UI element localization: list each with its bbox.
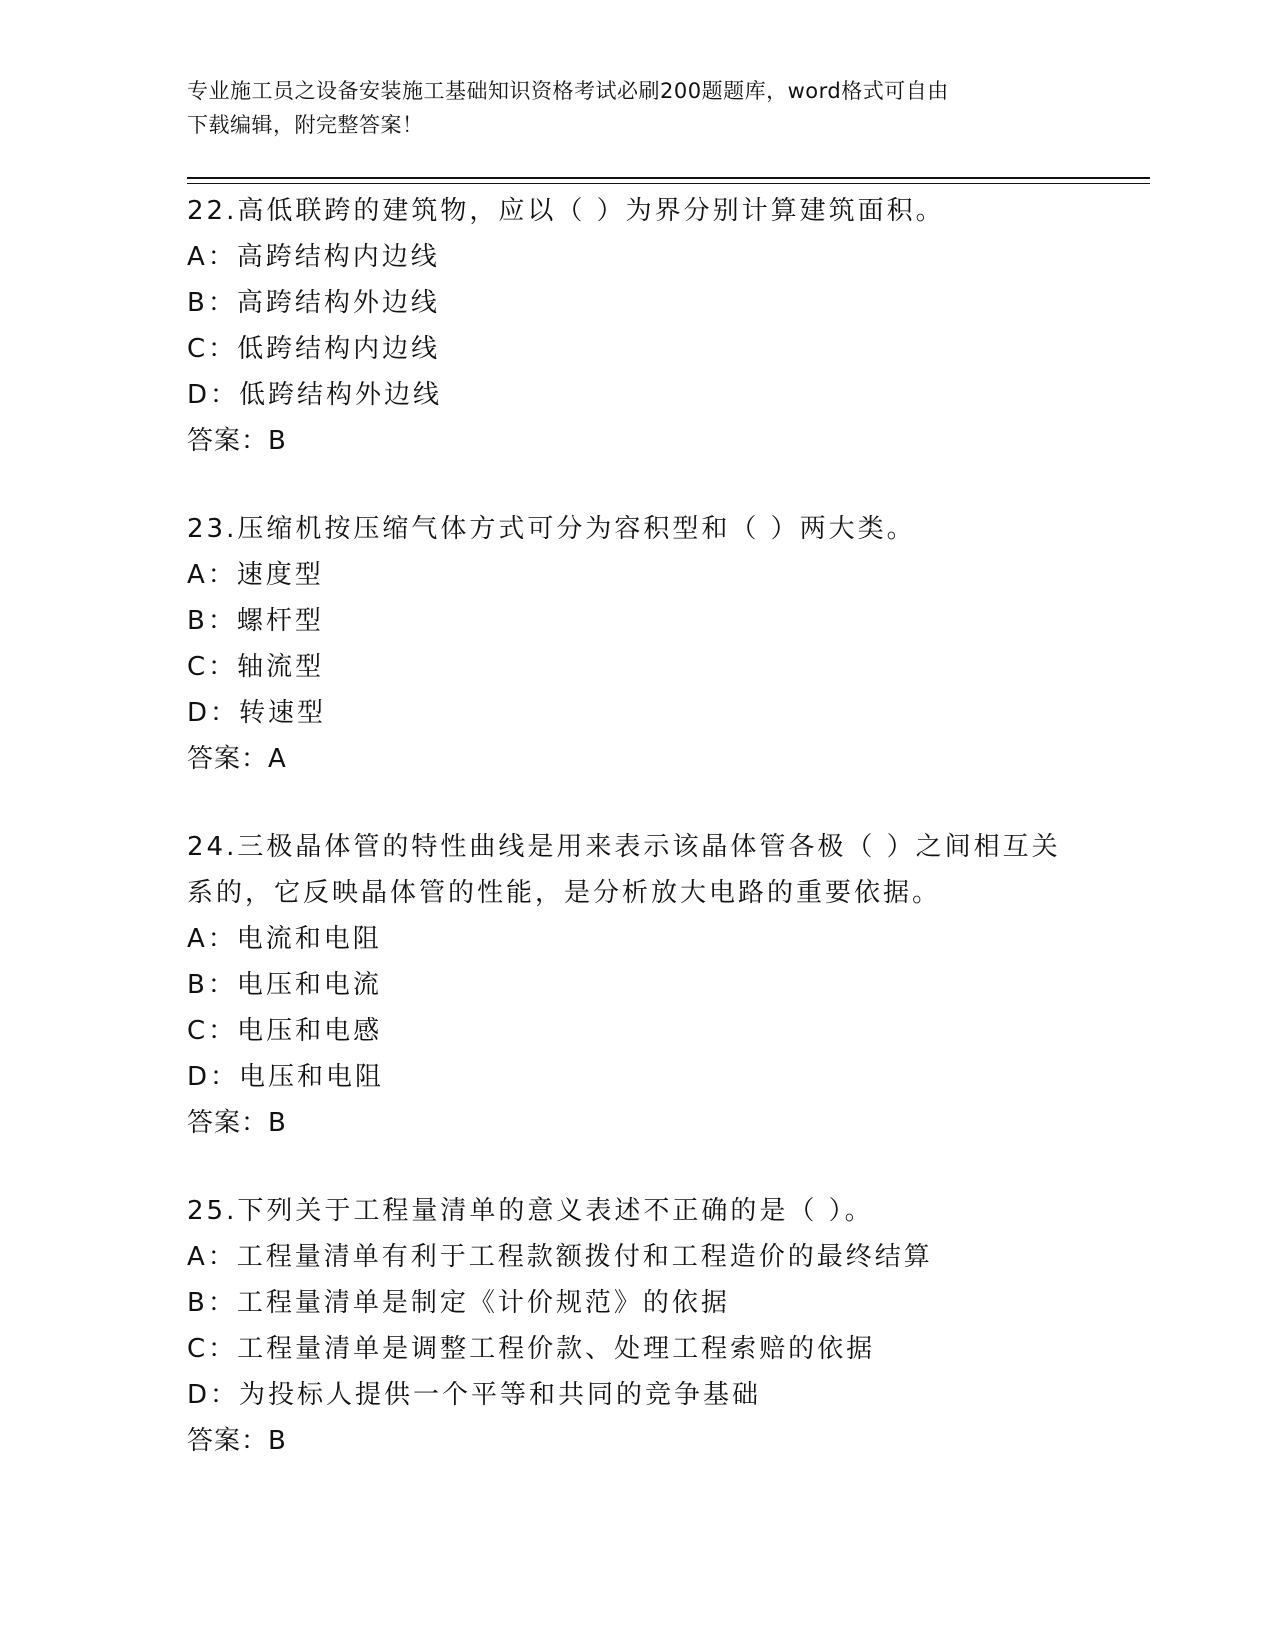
question-list bbox=[187, 188, 1087, 1506]
header-line-1: 专业施工员之设备安装施工基础知识资格考试必刷200题题库，word格式可自由 bbox=[187, 79, 949, 103]
question-stem: 22.高低联跨的建筑物，应以（ ）为界分别计算建筑面积。 bbox=[187, 196, 945, 226]
answer-line: 答案：A bbox=[187, 744, 287, 774]
answer-line: 答案：B bbox=[187, 426, 287, 456]
question-stem-line-1: 24.三极晶体管的特性曲线是用来表示该晶体管各极（ ）之间相互关 bbox=[187, 832, 1061, 862]
option-c: C：工程量清单是调整工程价款、处理工程索赔的依据 bbox=[187, 1334, 876, 1364]
option-b: B：电压和电流 bbox=[187, 970, 382, 1000]
question-stem: 25.下列关于工程量清单的意义表述不正确的是（ ）。 bbox=[187, 1196, 874, 1226]
header-divider-thick bbox=[187, 177, 1150, 179]
option-d: D：为投标人提供一个平等和共同的竞争基础 bbox=[187, 1380, 762, 1410]
option-d: D：低跨结构外边线 bbox=[187, 380, 443, 410]
option-b: B：工程量清单是制定《计价规范》的依据 bbox=[187, 1288, 730, 1318]
option-b: B：螺杆型 bbox=[187, 606, 324, 636]
option-b: B：高跨结构外边线 bbox=[187, 288, 440, 318]
answer-line: 答案：B bbox=[187, 1108, 287, 1138]
option-d: D：电压和电阻 bbox=[187, 1062, 385, 1092]
question-stem-line-2: 系的，它反映晶体管的性能，是分析放大电路的重要依据。 bbox=[187, 878, 942, 908]
option-a: A：电流和电阻 bbox=[187, 924, 382, 954]
question-stem: 23.压缩机按压缩气体方式可分为容积型和（ ）两大类。 bbox=[187, 514, 916, 544]
question-24 bbox=[187, 824, 1087, 1146]
option-a: A：高跨结构内边线 bbox=[187, 242, 440, 272]
question-25 bbox=[187, 1188, 1087, 1464]
question-22 bbox=[187, 188, 1087, 464]
question-23 bbox=[187, 506, 1087, 782]
header-divider-thin bbox=[187, 183, 1150, 184]
option-a: A：工程量清单有利于工程款额拨付和工程造价的最终结算 bbox=[187, 1242, 933, 1272]
header-line-2: 下载编辑，附完整答案！ bbox=[187, 113, 424, 137]
option-d: D：转速型 bbox=[187, 698, 327, 728]
document-header bbox=[187, 74, 1067, 142]
option-a: A：速度型 bbox=[187, 560, 324, 590]
option-c: C：轴流型 bbox=[187, 652, 325, 682]
option-c: C：电压和电感 bbox=[187, 1016, 383, 1046]
answer-line: 答案：B bbox=[187, 1426, 287, 1456]
option-c: C：低跨结构内边线 bbox=[187, 334, 441, 364]
